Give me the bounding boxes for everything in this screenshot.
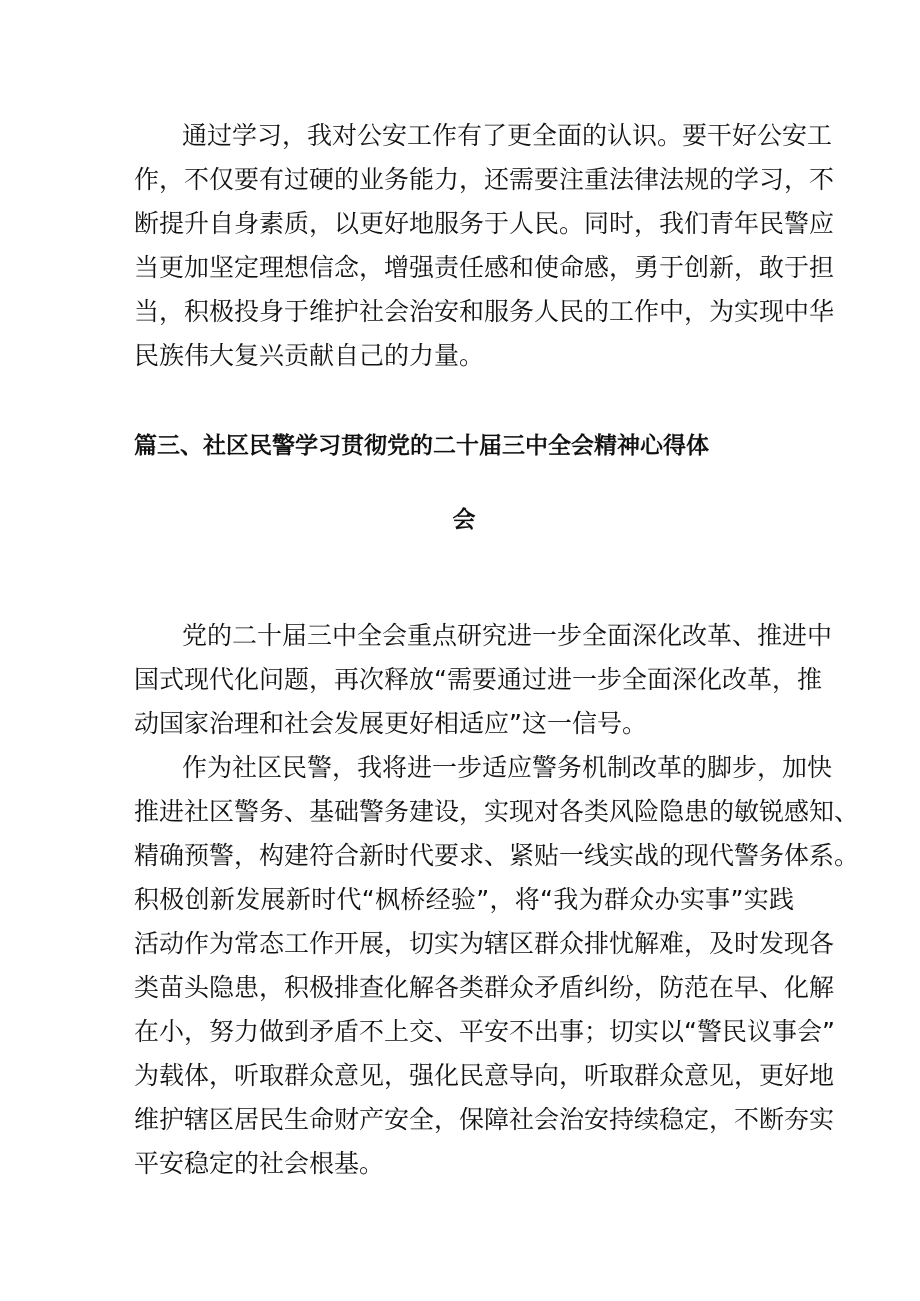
section-title-line-2: 会 xyxy=(452,507,476,533)
paragraph-line: 维护辖区居民生命财产安全，保障社会治安持续稳定，不断夯实 xyxy=(134,1105,835,1134)
paragraph-line: 党的二十届三中全会重点研究进一步全面深化改革、推进中 xyxy=(182,621,833,650)
section-title-line-1: 篇三、社区民警学习贯彻党的二十届三中全会精神心得体 xyxy=(134,433,709,459)
paragraph-line: 精确预警，构建符合新时代要求、紧贴一线实战的现代警务体系。 xyxy=(134,841,860,870)
paragraph-line: 类苗头隐患，积极排查化解各类群众矛盾纠纷，防范在早、化解 xyxy=(134,973,835,1002)
paragraph-line: 当，积极投身于维护社会治安和服务人民的工作中，为实现中华 xyxy=(134,297,835,326)
paragraph-line: 当更加坚定理想信念，增强责任感和使命感，勇于创新，敢于担 xyxy=(134,253,835,282)
paragraph-line: 推进社区警务、基础警务建设，实现对各类风险隐患的敏锐感知、 xyxy=(134,797,860,826)
paragraph-line: 民族伟大复兴贡献自己的力量。 xyxy=(134,341,485,370)
paragraph-line: 通过学习，我对公安工作有了更全面的认识。要干好公安工 xyxy=(182,121,833,150)
paragraph-line: 为载体，听取群众意见，强化民意导向，听取群众意见，更好地 xyxy=(134,1061,835,1090)
paragraph-line: 活动作为常态工作开展，切实为辖区群众排忧解难，及时发现各 xyxy=(134,929,835,958)
paragraph-line: 积极创新发展新时代“枫桥经验”，将“我为群众办实事”实践 xyxy=(134,885,794,914)
paragraph-line: 作，不仅要有过硬的业务能力，还需要注重法律法规的学习，不 xyxy=(134,165,835,194)
paragraph-line: 平安稳定的社会根基。 xyxy=(134,1149,385,1178)
paragraph-line: 断提升自身素质，以更好地服务于人民。同时，我们青年民警应 xyxy=(134,209,835,238)
paragraph-line: 国式现代化问题，再次释放“需要通过进一步全面深化改革，推 xyxy=(134,665,822,694)
paragraph-line: 作为社区民警，我将进一步适应警务机制改革的脚步，加快 xyxy=(182,753,833,782)
paragraph-line: 动国家治理和社会发展更好相适应”这一信号。 xyxy=(134,709,647,738)
paragraph-line: 在小，努力做到矛盾不上交、平安不出事；切实以“警民议事会” xyxy=(134,1017,835,1046)
